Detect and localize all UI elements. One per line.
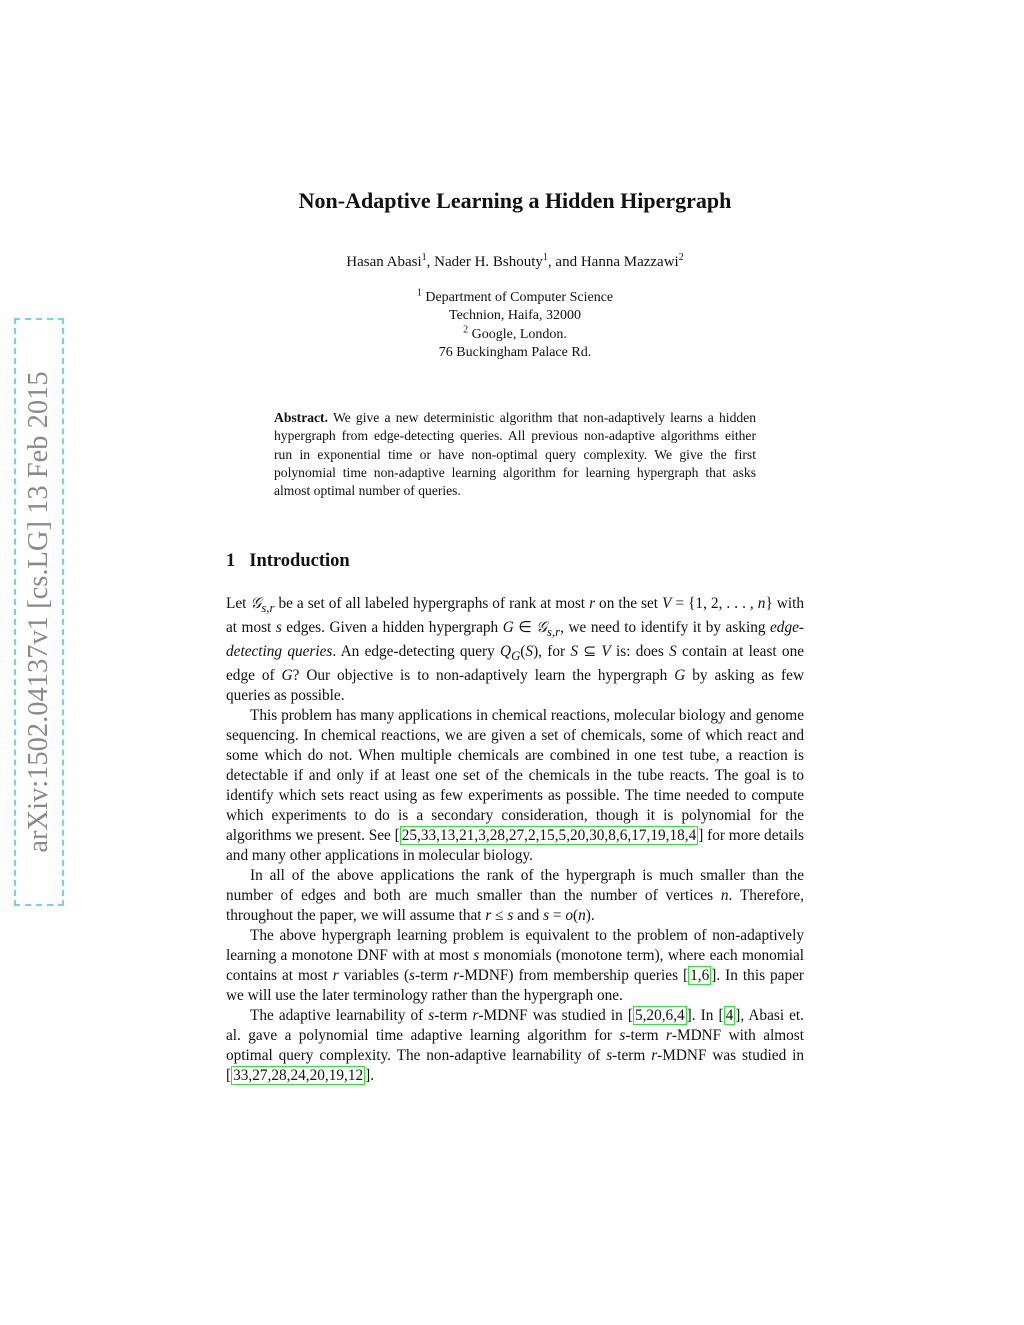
- affiliation-text: Department of Computer Science: [425, 290, 614, 305]
- affiliation-line: Technion, Haifa, 32000: [449, 308, 581, 324]
- section-heading: [226, 551, 350, 572]
- citation-link[interactable]: 5,20,6,4: [634, 1007, 685, 1025]
- body-text: [226, 594, 804, 1086]
- section-number: 1: [226, 551, 236, 571]
- affiliation-marker: 2: [463, 323, 469, 335]
- citation-link[interactable]: 1,6: [690, 967, 710, 985]
- paragraph: The above hypergraph learning problem is equivalent to the problem of non-adaptively learning a monotone DNF with at most s monomials (monotone term), where each monomial contains at most r variables (s-term r-MDNF) from membership queries [ 1,6 ]. In this paper we will use the later terminology rather than the hypergraph one.: [226, 927, 804, 1005]
- affiliation-line: [0, 323, 1024, 344]
- arxiv-identifier-text: arXiv:1502.04137v1 [cs.LG] 13 Feb 2015: [23, 371, 54, 853]
- affiliation-marker: 2: [678, 252, 684, 263]
- author-list: [0, 254, 1024, 271]
- paragraph: This problem has many applications in chemical reactions, molecular biology and genome sequencing. In chemical reactions, we are given a set of chemicals, some of which react and some which do not. When multiple chemicals are combined in one test tube, a reaction is detectable if and only if at least one set of the chemicals in the tube reacts. The goal is to identify which sets react using as few experiments as possible. The time needed to compute which experiments to do is a secondary consideration, though it is polynomial for the algorithms we present. See [ 25,33,13,21,3,28,27,2,15,5,20,30,8,6,17,19,18,4 ] for more details and many other applications in molecular biology.: [226, 707, 804, 865]
- author-name: Hasan Abasi: [346, 254, 422, 270]
- citation-link[interactable]: 25,33,13,21,3,28,27,2,15,5,20,30,8,6,17,19,18,4: [401, 827, 697, 845]
- affiliations: [0, 289, 1024, 362]
- author-separator: , and: [547, 254, 581, 270]
- abstract: [274, 409, 756, 500]
- affiliation-marker: 1: [421, 252, 427, 263]
- affiliation-text: Google, London.: [471, 326, 567, 342]
- paper-title: Non-Adaptive Learning a Hidden Hipergraph: [298, 188, 732, 213]
- citation-link[interactable]: 4: [725, 1007, 734, 1025]
- section-title: Introduction: [249, 551, 350, 571]
- author-name: Nader H. Bshouty: [434, 254, 543, 270]
- author-name: Hanna Mazzawi: [580, 254, 679, 270]
- emphasis-term: edge-detecting queries: [226, 619, 804, 661]
- affiliation-line: [0, 289, 1024, 307]
- affiliation-marker: 1: [416, 287, 422, 299]
- affiliation-line: 76 Buckingham Palace Rd.: [438, 344, 592, 360]
- citation-link[interactable]: 33,27,28,24,20,19,12: [233, 1067, 364, 1085]
- affiliation-marker: 1: [542, 252, 548, 263]
- abstract-label: Abstract.: [274, 410, 328, 425]
- paragraph: The adaptive learnability of s-term r-MDNF was studied in [ 5,20,6,4 ]. In [ 4 ], Abasi et. al. gave a polynomial time adaptive learning algorithm for s-term r-MDNF with almost optimal query complexity. The non-adaptive learnability of s-term r-MDNF was studied in [ 33,27,28,24,20,19,12 ].: [226, 1007, 805, 1085]
- paragraph: In all of the above applications the rank of the hypergraph is much smaller than the number of edges and both are much smaller than the number of vertices n. Therefore, throughout the paper, we will assume that r ≤ s and s = o(n).: [226, 867, 804, 925]
- author-separator: ,: [426, 254, 435, 270]
- abstract-text: We give a new deterministic algorithm that non-adaptively learns a hidden hypergraph from edge-detecting queries. All previous non-adaptive algorithms either run in exponential time or have non-optimal query complexity. We give the first polynomial time non-adaptive learning algorithm for learning hypergraph that asks almost optimal number of queries.: [274, 410, 756, 499]
- paragraph: Let 𝒢$_{s,r}$ be a set of all labeled hypergraphs of rank at most r on the set V = {1, 2, . . . , n} with at most s edges. Given a hidden hypergraph G ∈ 𝒢$_{s,r}$, we need to identify it by asking edge-detecting queries. An edge-detecting query $Q_G(S)$, for S ⊆ V is: does S contain at least one edge of G? Our objective is to non-adaptively learn the hypergraph G by asking as few queries as possible.: [226, 595, 805, 705]
